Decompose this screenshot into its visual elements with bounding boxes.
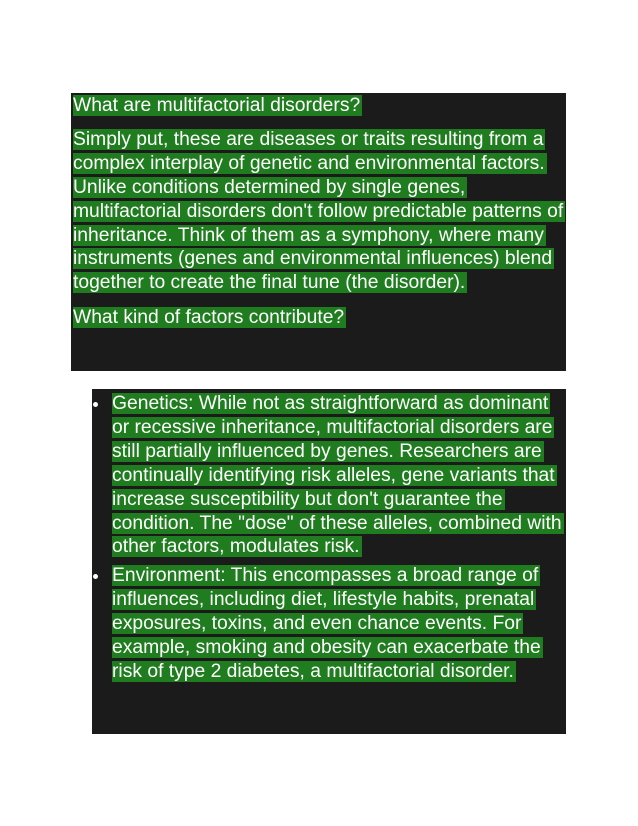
bullet-icon xyxy=(93,402,98,407)
intro-paragraph-text: Simply put, these are diseases or traits resulting from a complex interplay of genetic and environmental factors. Unlike conditions determined by single genes, multifactorial disorders don't follow predictable patterns of inheritance. Think of them as a symphony, where many instruments (genes and environmental influences) blend together to create the final tune (the disorder). xyxy=(73,128,564,294)
factors-block xyxy=(92,389,566,734)
section-heading xyxy=(73,94,566,118)
factors-heading xyxy=(73,306,566,330)
intro-paragraph xyxy=(73,128,566,295)
list-item xyxy=(92,392,566,559)
factors-heading-text: What kind of factors contribute? xyxy=(73,307,345,329)
bullet-icon xyxy=(93,574,98,579)
list-item-text: Genetics: While not as straightforward as dominant or recessive inheritance, multifactorial disorders are still partially influenced by genes. Researchers are continually identifying risk alleles, gene variants that increase susceptibility but don't guarantee the condition. The "dose" of these alleles, combined with other factors, modulates risk. xyxy=(112,393,562,558)
list-item xyxy=(92,564,566,684)
list-item-text: Environment: This encompasses a broad range of influences, including diet, lifestyle habits, prenatal exposures, toxins, and even chance events. For example, smoking and obesity can exacerbate the risk of type 2 diabetes, a multifactorial disorder. xyxy=(112,565,541,682)
intro-block xyxy=(71,93,566,371)
factors-list xyxy=(92,392,566,684)
section-heading-text: What are multifactorial disorders? xyxy=(73,95,361,116)
